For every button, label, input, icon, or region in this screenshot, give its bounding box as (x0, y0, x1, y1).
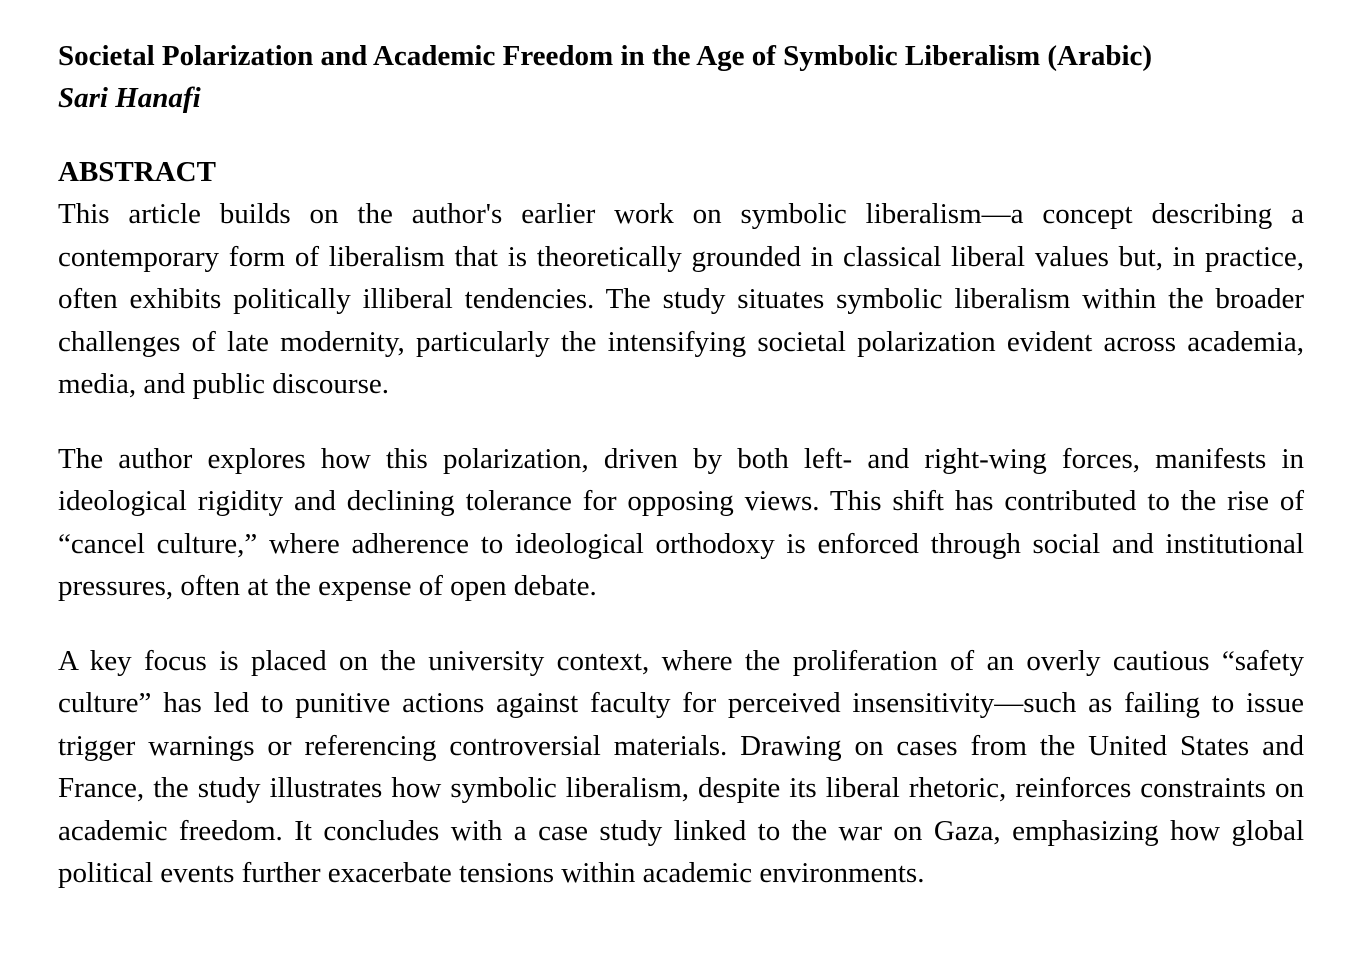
abstract-heading: ABSTRACT (58, 156, 216, 188)
document-title: Societal Polarization and Academic Freedom in the Age of Symbolic Liberalism (Arabic) (58, 40, 1153, 72)
abstract-body (58, 193, 1304, 895)
abstract-paragraph-2: The author explores how this polarization, driven by both left- and right-wing forces, manifests in ideological rigidity and declining tolerance for opposing views. This shift has contributed to the rise of “cancel culture,” where adherence to ideological orthodoxy is enforced through social and institutional pressures, often at the expense of open debate. (58, 442, 1304, 602)
abstract-paragraph-3: A key focus is placed on the university context, where the proliferation of an overly cautious “safety culture” has led to punitive actions against faculty for perceived insensitivity—such as failing to issue trigger warnings or referencing controversial materials. Drawing on cases from the United States and France, the study illustrates how symbolic liberalism, despite its liberal rhetoric, reinforces constraints on academic freedom. It concludes with a case study linked to the war on Gaza, emphasizing how global political events further exacerbate tensions within academic environments. (58, 644, 1304, 889)
abstract-paragraph-1: This article builds on the author's earlier work on symbolic liberalism—a concept describing a contemporary form of liberalism that is theoretically grounded in classical liberal values but, in practice, often exhibits politically illiberal tendencies. The study situates symbolic liberalism within the broader challenges of late modernity, particularly the intensifying societal polarization evident across academia, media, and public discourse. (58, 198, 1304, 400)
document-author: Sari Hanafi (58, 82, 201, 114)
